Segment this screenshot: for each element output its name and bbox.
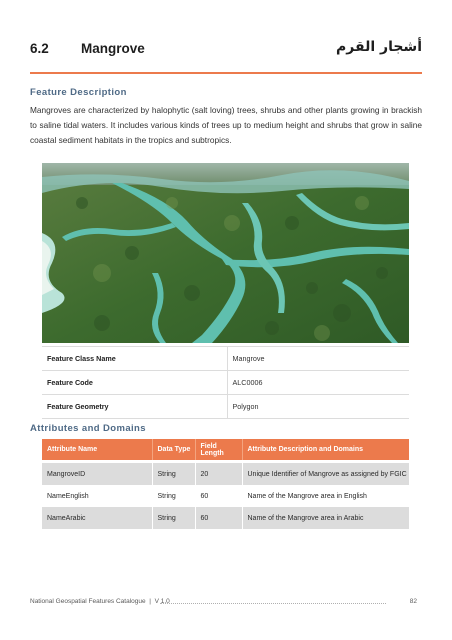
page-footer	[30, 598, 422, 610]
table-cell: 60	[195, 485, 242, 507]
header-divider	[30, 72, 422, 74]
attributes-table	[42, 439, 409, 529]
table-row	[42, 485, 409, 507]
footer-catalogue-name: National Geospatial Features Catalogue	[30, 598, 146, 605]
footer-version: V 1.0	[154, 598, 170, 605]
table-cell: Name of the Mangrove area in English	[242, 485, 409, 507]
section-number: 6.2	[30, 41, 49, 56]
column-header-field-length: Field Length	[195, 439, 242, 460]
feature-code-label: Feature Code	[42, 371, 227, 395]
attributes-heading: Attributes and Domains	[30, 423, 146, 434]
section-title: Mangrove	[81, 41, 145, 56]
table-cell: MangroveID	[42, 463, 152, 485]
table-row	[42, 347, 409, 371]
section-title-arabic: أشجار القرم	[336, 39, 422, 55]
feature-class-name-value: Mangrove	[227, 347, 409, 371]
table-cell: Name of the Mangrove area in Arabic	[242, 507, 409, 529]
table-row	[42, 507, 409, 529]
table-cell: NameEnglish	[42, 485, 152, 507]
table-cell: Unique Identifier of Mangrove as assigned by FGIC	[242, 463, 409, 485]
feature-class-name-label: Feature Class Name	[42, 347, 227, 371]
table-cell: 20	[195, 463, 242, 485]
section-header	[30, 38, 422, 62]
table-cell: 60	[195, 507, 242, 529]
footer-dotted-leader	[160, 603, 386, 604]
feature-code-value: ALC0006	[227, 371, 409, 395]
feature-geometry-value: Polygon	[227, 395, 409, 419]
column-header-attribute-name: Attribute Name	[42, 439, 152, 460]
feature-description-text: Mangroves are characterized by halophytic (salt loving) trees, shrubs and other plants growing in brackish to saline tidal waters. It includes various kinds of trees up to medium height and shrubs that grow in saline coastal sediment habitats in the tropics and subtropics.	[30, 105, 422, 145]
table-row	[42, 371, 409, 395]
footer-left	[30, 598, 170, 605]
table-cell: NameArabic	[42, 507, 152, 529]
feature-geometry-label: Feature Geometry	[42, 395, 227, 419]
table-cell: String	[152, 485, 195, 507]
table-cell: String	[152, 507, 195, 529]
table-cell: String	[152, 463, 195, 485]
column-header-data-type: Data Type	[152, 439, 195, 460]
feature-info-table	[42, 346, 409, 419]
table-row	[42, 463, 409, 485]
table-header-row	[42, 439, 409, 460]
feature-description-heading: Feature Description	[30, 87, 127, 98]
column-header-description: Attribute Description and Domains	[242, 439, 409, 460]
page-number: 82	[409, 598, 417, 605]
mangrove-aerial-photo	[42, 163, 409, 343]
table-row	[42, 395, 409, 419]
footer-separator: |	[149, 598, 151, 605]
